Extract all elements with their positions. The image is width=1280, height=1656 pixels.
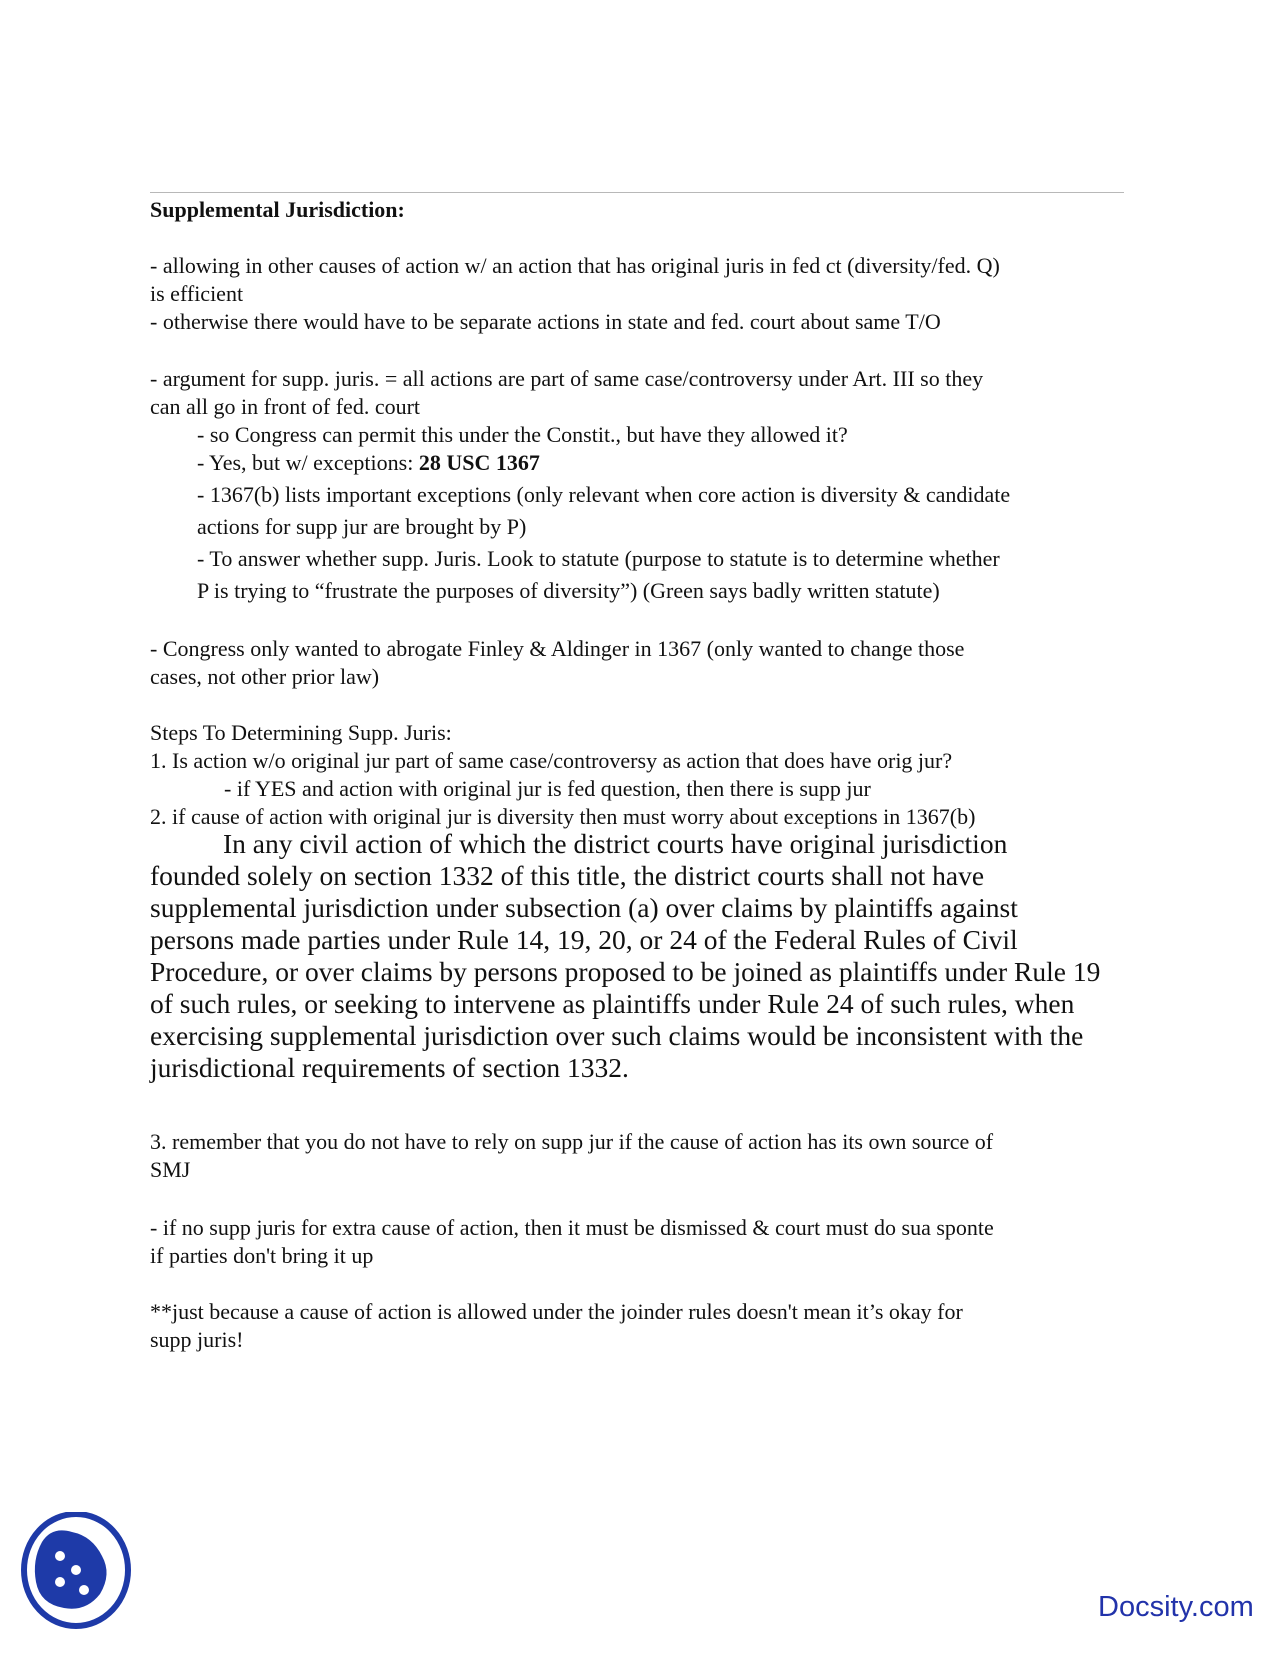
statute-quote-line-1: In any civil action of which the district courts have original jurisdiction <box>223 828 1008 859</box>
exceptions-line-2: actions for supp jur are brought by P) <box>197 514 527 539</box>
statute-quote-line-4: persons made parties under Rule 14, 19, 20, or 24 of the Federal Rules of Civil <box>150 924 1018 955</box>
statute-quote-line-2: founded solely on section 1332 of this title, the district courts shall not have <box>150 860 985 891</box>
congress-permit-line: - so Congress can permit this under the Constit., but have they allowed it? <box>197 422 848 447</box>
intro-line-3: - otherwise there would have to be separate actions in state and fed. court about same T/O <box>150 309 941 334</box>
step-2: 2. if cause of action with original jur is diversity then must worry about exceptions in 1367(b) <box>150 804 976 829</box>
step-1-sub: - if YES and action with original jur is fed question, then there is supp jur <box>224 776 871 801</box>
exceptions-line-1: - 1367(b) lists important exceptions (only relevant when core action is diversity & candidate <box>197 482 1011 507</box>
step-3-line-1: 3. remember that you do not have to rely on supp jur if the cause of action has its own source of <box>150 1129 994 1154</box>
docsity-logo-icon[interactable] <box>20 1512 132 1630</box>
page-title: Supplemental Jurisdiction: <box>150 197 405 222</box>
abrogate-line-2: cases, not other prior law) <box>150 664 380 689</box>
argument-line-2: can all go in front of fed. court <box>150 394 421 419</box>
step-1: 1. Is action w/o original jur part of same case/controversy as action that does have orig jur? <box>150 748 953 773</box>
yes-exceptions-text: - Yes, but w/ exceptions: <box>197 450 419 475</box>
statute-line-2: P is trying to “frustrate the purposes of diversity”) (Green says badly written statute) <box>197 578 940 603</box>
note-line-1: **just because a cause of action is allowed under the joinder rules doesn't mean it’s okay for <box>150 1299 963 1324</box>
statute-quote-line-7: exercising supplemental jurisdiction over such claims would be inconsistent with the <box>150 1020 1084 1051</box>
intro-line-1: - allowing in other causes of action w/ an action that has original juris in fed ct (diversity/fed. Q) <box>150 253 1000 278</box>
abrogate-line-1: - Congress only wanted to abrogate Finley & Aldinger in 1367 (only wanted to change those <box>150 636 965 661</box>
note-line-2: supp juris! <box>150 1327 244 1352</box>
header-divider <box>150 192 1124 193</box>
statute-quote-line-3: supplemental jurisdiction under subsection (a) over claims by plaintiffs against <box>150 892 1018 923</box>
statute-quote-line-5: Procedure, or over claims by persons proposed to be joined as plaintiffs under Rule 19 <box>150 956 1101 987</box>
yes-exceptions-line <box>197 449 540 477</box>
steps-heading: Steps To Determining Supp. Juris: <box>150 720 452 745</box>
statute-quote-line-6: of such rules, or seeking to intervene as plaintiffs under Rule 24 of such rules, when <box>150 988 1075 1019</box>
statute-citation: 28 USC 1367 <box>418 450 540 475</box>
statute-quote-line-8: jurisdictional requirements of section 1332. <box>150 1052 629 1083</box>
docsity-brand-link[interactable]: Docsity.com <box>1098 1591 1254 1623</box>
dismiss-line-1: - if no supp juris for extra cause of action, then it must be dismissed & court must do sua sponte <box>150 1215 994 1240</box>
dismiss-line-2: if parties don't bring it up <box>150 1243 374 1268</box>
argument-line-1: - argument for supp. juris. = all actions are part of same case/controversy under Art. III so they <box>150 366 984 391</box>
step-3-line-2: SMJ <box>150 1157 191 1182</box>
statute-line-1: - To answer whether supp. Juris. Look to statute (purpose to statute is to determine whether <box>197 546 1000 571</box>
intro-line-2: is efficient <box>150 281 244 306</box>
